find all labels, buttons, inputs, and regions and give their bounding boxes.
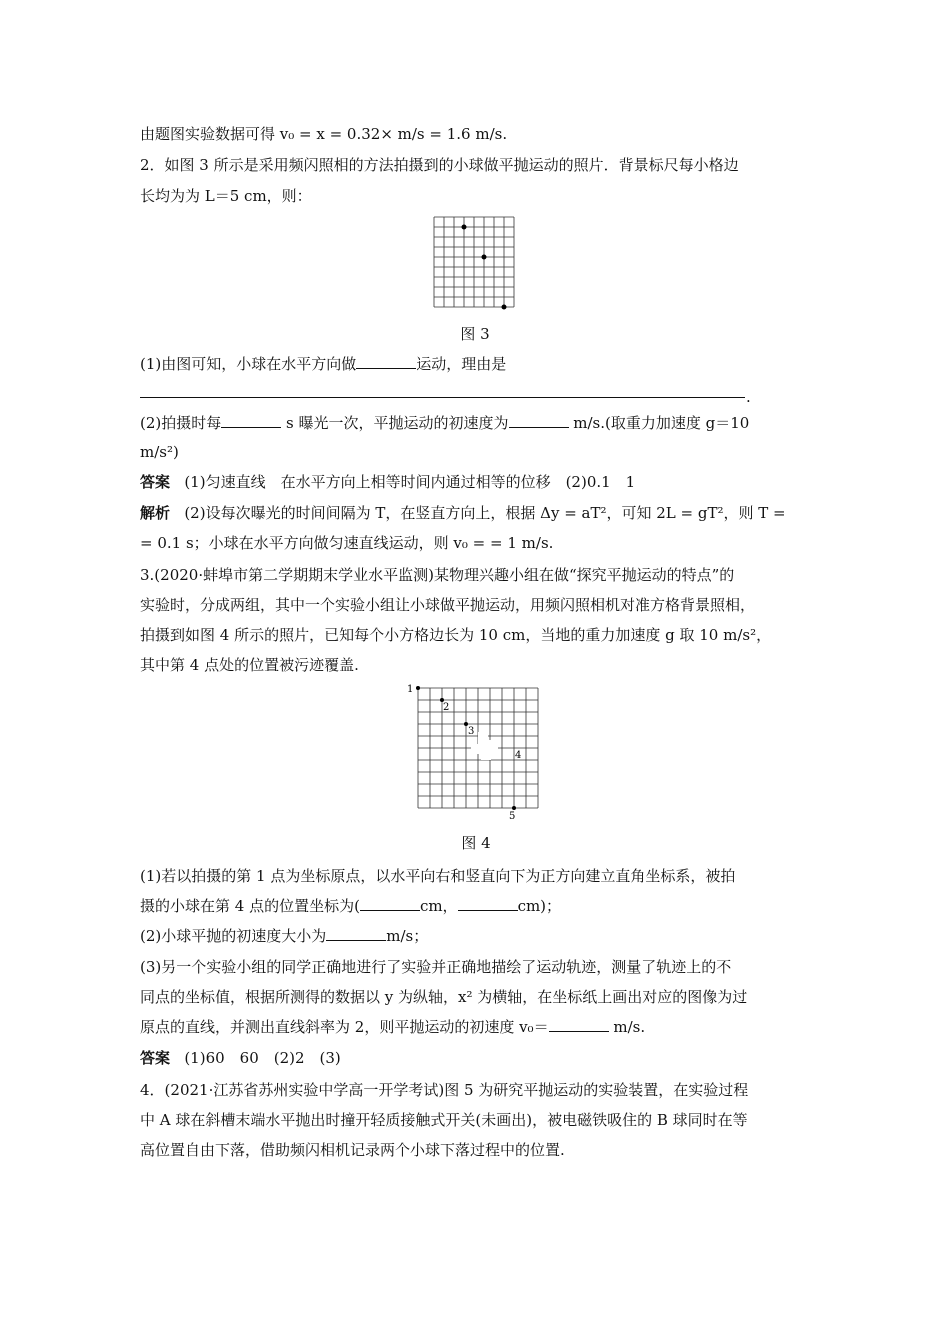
question-4-line-1: 4．(2021·江苏省苏州实验中学高一开学考试)图 5 为研究平抛运动的实验装置，在实验过程 xyxy=(140,1081,749,1099)
question-3-line-2: 实验时，分成两组，其中一个实验小组让小球做平抛运动，用频闪照相机对准方格背景照相， xyxy=(140,596,756,614)
question-3-part-1-cont: 摄的小球在第 4 点的位置坐标为( cm， cm)； xyxy=(140,897,562,915)
question-2-line-2: 长均为为 L＝5 cm，则： xyxy=(140,187,312,205)
point-label-2: 2 xyxy=(443,702,450,713)
answer-blank[interactable] xyxy=(549,1017,609,1032)
answer-line-2: 答案 (1)匀速直线 在水平方向上相等时间内通过相等的位移 (2)0.1 1 xyxy=(140,473,636,491)
answer-blank[interactable] xyxy=(509,413,569,428)
ball-point-1 xyxy=(462,225,467,230)
question-2-part-2-cont: m/s²) xyxy=(140,443,179,461)
answer-blank-long[interactable] xyxy=(140,397,745,398)
question-4-line-3: 高位置自由下落，借助频闪相机记录两个小球下落过程中的位置. xyxy=(140,1141,565,1159)
question-3-part-3-line-2: 同点的坐标值，根据所测得的数据以 y 为纵轴，x² 为横轴，在坐标纸上画出对应的图像为过 xyxy=(140,988,748,1006)
figure-4-grid xyxy=(405,680,545,820)
point-label-5: 5 xyxy=(509,811,516,820)
analysis-line-2a: 解析 (2)设每次曝光的时间间隔为 T，在竖直方向上，根据 Δy = aT²，可知 2L = gT²，则 T = xyxy=(140,504,786,522)
answer-blank[interactable] xyxy=(221,413,281,428)
question-3-part-3-line-1: (3)另一个实验小组的同学正确地进行了实验并正确地描绘了运动轨迹，测量了轨迹上的不 xyxy=(140,958,732,976)
analysis-label: 解析 xyxy=(140,504,171,522)
ball-point-2 xyxy=(482,255,487,260)
question-2-part-2: (2)拍摄时每 s 曝光一次，平抛运动的初速度为 m/s.(取重力加速度 g＝10 xyxy=(140,414,750,432)
analysis-line-2b: = 0.1 s；小球在水平方向做匀速直线运动，则 v₀ = = 1 m/s. xyxy=(140,534,554,552)
answer-blank[interactable] xyxy=(458,896,518,911)
question-3-line-1: 3.(2020·蚌埠市第二学期期末学业水平监测)某物理兴趣小组在做“探究平抛运动的特点”的 xyxy=(140,566,735,584)
ball-point-5 xyxy=(512,806,516,810)
question-3-part-2: (2)小球平抛的初速度大小为 m/s； xyxy=(140,927,429,945)
figure-4-caption: 图 4 xyxy=(461,834,491,852)
figure-3-caption: 图 3 xyxy=(460,325,490,343)
answer-blank[interactable] xyxy=(326,926,386,941)
point-label-1: 1 xyxy=(407,684,414,695)
question-2-line-1: 2．如图 3 所示是采用频闪照相的方法拍摄到的小球做平抛运动的照片．背景标尺每小格边 xyxy=(140,156,739,174)
question-2-part-1: (1)由图可知，小球在水平方向做 运动，理由是 xyxy=(140,355,507,373)
figure-3-grid xyxy=(433,215,517,311)
text-line: 由题图实验数据可得 v₀ = x = 0.32× m/s = 1.6 m/s. xyxy=(140,125,508,143)
answer-label: 答案 xyxy=(140,473,171,491)
question-3-part-1: (1)若以拍摄的第 1 点为坐标原点，以水平向右和竖直向下为正方向建立直角坐标系，被拍 xyxy=(140,867,736,885)
question-3-part-3-line-3: 原点的直线，并测出直线斜率为 2，则平抛运动的初速度 v₀＝ m/s. xyxy=(140,1018,646,1036)
answer-blank[interactable] xyxy=(360,896,420,911)
period: . xyxy=(746,388,751,406)
ball-point-3 xyxy=(502,305,507,310)
answer-line-3: 答案 (1)60 60 (2)2 (3) xyxy=(140,1049,341,1067)
answer-label: 答案 xyxy=(140,1049,171,1067)
ball-point-1 xyxy=(416,686,420,690)
point-label-3: 3 xyxy=(468,726,475,737)
question-4-line-2: 中 A 球在斜槽末端水平抛出时撞开轻质接触式开关(未画出)，被电磁铁吸住的 B 球同时在等 xyxy=(140,1111,748,1129)
answer-blank[interactable] xyxy=(356,354,416,369)
question-3-line-4: 其中第 4 点处的位置被污迹覆盖. xyxy=(140,656,359,674)
point-label-4: 4 xyxy=(515,750,522,761)
question-3-line-3: 拍摄到如图 4 所示的照片，已知每个小方格边长为 10 cm，当地的重力加速度 g 取 10 m/s²， xyxy=(140,626,772,644)
